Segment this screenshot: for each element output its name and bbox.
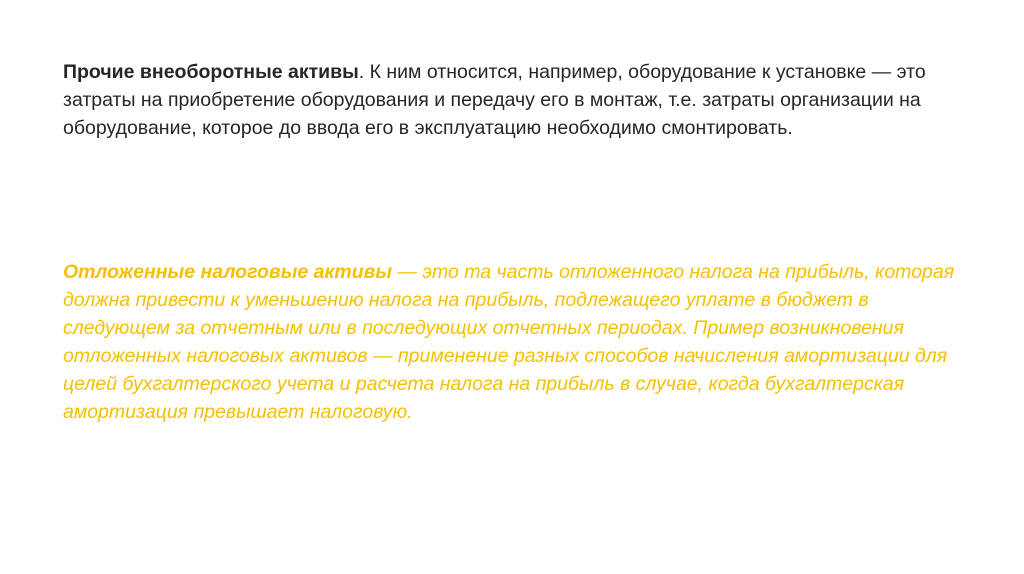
paragraph-other-noncurrent-assets <box>63 58 963 142</box>
definition-other-noncurrent-assets: . К ним относится, например, оборудование к установке — это затраты на приобретение оборудования и передачу его в монтаж, т.е. затраты организации на оборудование, которое до ввода его в эксплуатацию необходимо смонтировать. <box>63 61 926 139</box>
paragraph-deferred-tax-assets <box>63 258 963 426</box>
definition-deferred-tax-assets: — это та часть отложенного налога на прибыль, которая должна привести к уменьшению налога на прибыль, подлежащего уплате в бюджет в следующем за отчетным или в последующих отчетных периодах. Пример возникновения отложенных налоговых активов — применение разных способов начисления амортизации для целей бухгалтерского учета и расчета налога на прибыль в случае, когда бухгалтерская амортизация превышает налоговую. <box>63 261 955 423</box>
term-other-noncurrent-assets: Прочие внеоборотные активы <box>63 61 359 83</box>
term-deferred-tax-assets: Отложенные налоговые активы <box>63 261 393 283</box>
